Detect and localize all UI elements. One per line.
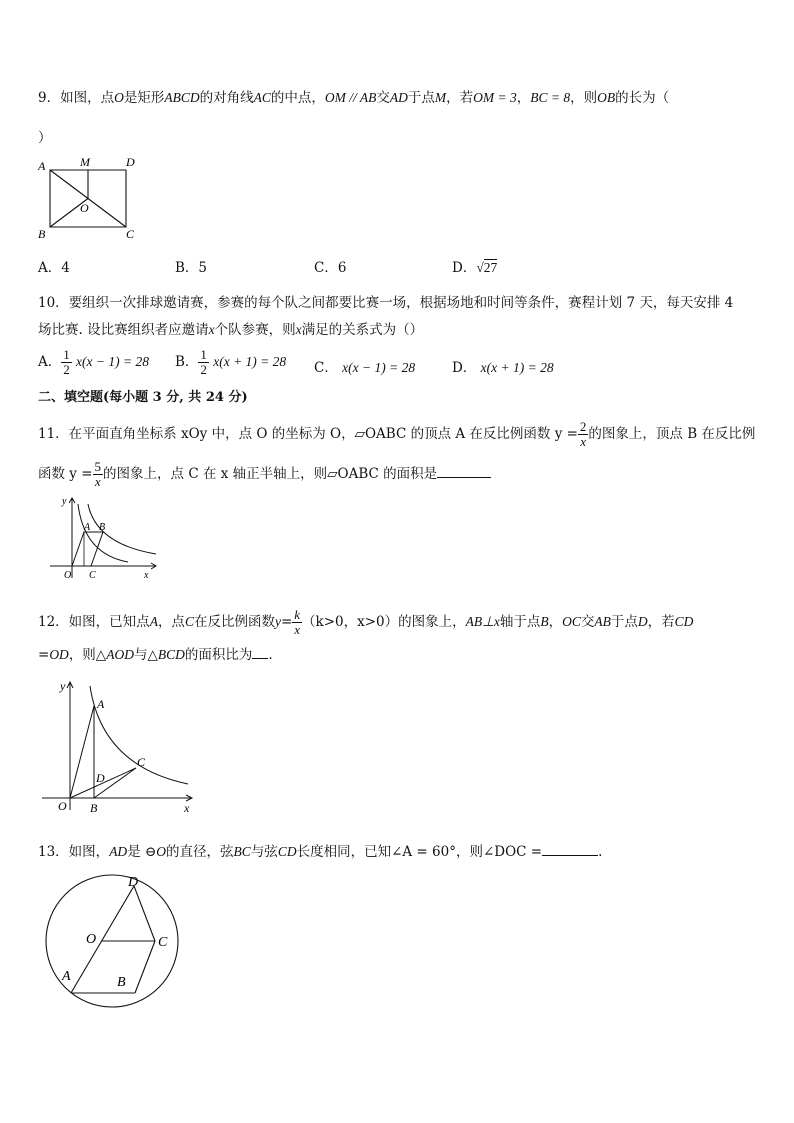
q12-label-y: y — [60, 679, 66, 693]
half-fraction: $\frac{1}{2}$ — [63, 347, 70, 377]
q9-label-d: D — [126, 155, 135, 169]
q10-line1: 10．要组织一次排球邀请赛，参赛的每个队之间都要比赛一场，根据场地和时间等条件，赛程计划 7 天，每天安排 4 — [38, 295, 734, 311]
q12-label-a: A — [97, 697, 105, 711]
q11-label-x: x — [144, 570, 149, 581]
q12-graph-figure — [38, 676, 198, 816]
q9-choice-d: D．√27 — [452, 260, 498, 276]
q12-line2: =OD，则△AOD与△BCD的面积比为 . — [38, 647, 273, 663]
q9-label-o: O — [80, 201, 89, 215]
q11-fraction-2-over-x: $\frac{2}{x}$ — [579, 419, 587, 449]
q10-choice-a: A． $\frac{1}{2}$ x(x − 1) = 28 — [38, 347, 149, 377]
q12-line1: 12．如图，已知点A，点C在反比例函数y= $\frac{k}{x}$ （k>0，x>0）的图象上，AB⊥x轴于点B，OC交AB于点D，若CD — [38, 607, 694, 637]
q13-label-b: B — [117, 975, 126, 990]
q13-line1: 13．如图，AD是 ⊖O的直径，弦BC与弦CD长度相同，已知∠A = 60°，则∠DOC = . — [38, 844, 603, 860]
q9-number: 9． — [38, 90, 61, 106]
section-heading: 二、填空题(每小题 3 分, 共 24 分) — [38, 390, 248, 405]
q12-label-c: C — [137, 755, 146, 769]
q12-label-b: B — [90, 801, 98, 815]
q12-answer-blank — [252, 658, 268, 659]
q9-choice-b: B．5 — [175, 260, 208, 276]
q10-line2: 场比赛. 设比赛组织者应邀请x个队参赛，则x满足的关系式为（） — [38, 322, 424, 338]
q12-label-d: D — [96, 771, 105, 785]
q10-choice-d: D． x(x + 1) = 28 — [452, 360, 554, 376]
q11-label-a: A — [84, 522, 91, 533]
q12-fraction-k-over-x: $\frac{k}{x}$ — [294, 607, 301, 637]
q9-close-paren: ） — [38, 130, 52, 146]
q9-rectangle-figure — [36, 152, 146, 242]
q11-line1: 11．在平面直角坐标系 xOy 中，点 O 的坐标为 O，▱OABC 的顶点 A 在反比例函数 y = $\frac{2}{x}$ 的图象上，顶点 B 在反比例 — [38, 419, 756, 449]
q11-label-y: y — [62, 496, 67, 507]
q12-label-x: x — [184, 801, 190, 815]
q13-circle-figure — [38, 872, 188, 1012]
half-fraction: $\frac{1}{2}$ — [200, 347, 207, 377]
q9-label-c: C — [126, 227, 135, 241]
q10-choice-b: B． $\frac{1}{2}$ x(x + 1) = 28 — [175, 347, 287, 377]
q11-fraction-5-over-x: $\frac{5}{x}$ — [94, 459, 102, 489]
q10-choice-c: C． x(x − 1) = 28 — [314, 360, 416, 376]
q13-label-a: A — [62, 969, 71, 984]
q11-graph-figure — [48, 492, 168, 582]
q11-label-c: C — [89, 570, 96, 581]
q11-label-o: O — [64, 570, 72, 581]
q12-label-o: O — [58, 799, 67, 813]
q11-label-b: B — [99, 522, 106, 533]
q13-label-c: C — [158, 935, 168, 950]
q9-label-m: M — [80, 155, 90, 169]
q9-label-b: B — [38, 227, 46, 241]
q9-choice-c: C．6 — [314, 260, 347, 276]
q9-line1: 9．如图，点O是矩形ABCD的对角线AC的中点，OM // AB交AD于点M，若OM = 3，BC = 8，则OB的长为（ — [38, 90, 670, 106]
q13-label-d: D — [128, 875, 139, 890]
q9-choice-a: A．4 — [38, 260, 70, 276]
q11-line2: 函数 y = $\frac{5}{x}$ 的图象上，点 C 在 x 轴正半轴上，则▱OABC 的面积是 — [38, 460, 491, 489]
q13-answer-blank — [542, 855, 598, 856]
sqrt-symbol: √ — [476, 260, 484, 275]
q9-label-a: A — [38, 159, 46, 173]
q13-label-o: O — [86, 932, 97, 947]
q11-answer-blank — [437, 477, 491, 478]
